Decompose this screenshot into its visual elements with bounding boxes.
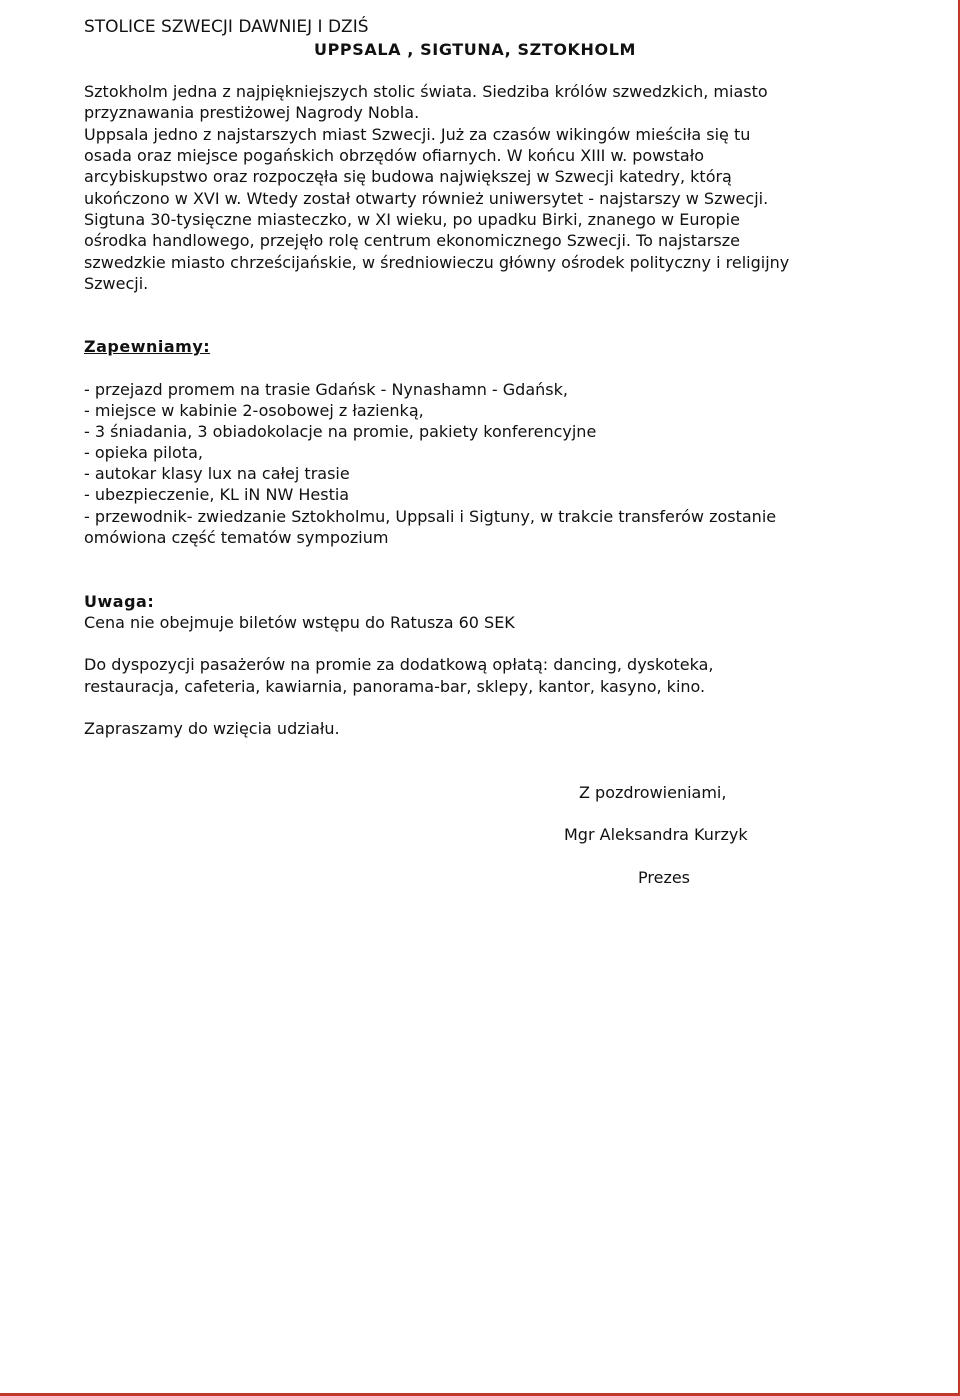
- document-title: STOLICE SZWECJI DAWNIEJ I DZIŚ: [84, 17, 369, 37]
- signature-greeting: Z pozdrowieniami,: [579, 783, 727, 802]
- intro-line: ośrodka handlowego, przejęło rolę centrum ekonomicznego Szwecji. To najstarsze: [84, 231, 740, 250]
- intro-line: przyznawania prestiżowej Nagrody Nobla.: [84, 103, 420, 122]
- intro-line: arcybiskupstwo oraz rozpoczęła się budowa największej w Szwecji katedry, którą: [84, 167, 732, 186]
- intro-line: Sztokholm jedna z najpiękniejszych stolic świata. Siedziba królów szwedzkich, miasto: [84, 82, 768, 101]
- ferry-line: restauracja, cafeteria, kawiarnia, panorama-bar, sklepy, kantor, kasyno, kino.: [84, 677, 706, 696]
- intro-line: ukończono w XVI w. Wtedy został otwarty również uniwersytet - najstarszy w Szwecji.: [84, 189, 769, 208]
- intro-line: Szwecji.: [84, 274, 149, 293]
- provided-item: omówiona część tematów sympozium: [84, 528, 389, 547]
- signature-role: Prezes: [638, 868, 691, 887]
- provided-item: - 3 śniadania, 3 obiadokolacje na promie, pakiety konferencyjne: [84, 422, 597, 441]
- provided-heading: Zapewniamy:: [84, 337, 211, 356]
- provided-item: - opieka pilota,: [84, 443, 203, 462]
- note-text: Cena nie obejmuje biletów wstępu do Ratusza 60 SEK: [84, 613, 515, 632]
- intro-line: Uppsala jedno z najstarszych miast Szwecji. Już za czasów wikingów mieściła się tu: [84, 125, 751, 144]
- intro-line: Sigtuna 30-tysięczne miasteczko, w XI wieku, po upadku Birki, znanego w Europie: [84, 210, 740, 229]
- provided-item: - przewodnik- zwiedzanie Sztokholmu, Uppsali i Sigtuny, w trakcie transferów zostanie: [84, 507, 777, 526]
- intro-line: szwedzkie miasto chrześcijańskie, w średniowieczu główny ośrodek polityczny i religijny: [84, 253, 790, 272]
- note-heading: Uwaga:: [84, 592, 155, 611]
- invitation-text: Zapraszamy do wzięcia udziału.: [84, 719, 340, 738]
- provided-item: - ubezpieczenie, KL iN NW Hestia: [84, 485, 350, 504]
- document-subtitle: UPPSALA , SIGTUNA, SZTOKHOLM: [314, 40, 637, 59]
- ferry-line: Do dyspozycji pasażerów na promie za dodatkową opłatą: dancing, dyskoteka,: [84, 655, 714, 674]
- intro-line: osada oraz miejsce pogańskich obrzędów ofiarnych. W końcu XIII w. powstało: [84, 146, 705, 165]
- provided-item: - miejsce w kabinie 2-osobowej z łazienką,: [84, 401, 424, 420]
- provided-item: - autokar klasy lux na całej trasie: [84, 464, 350, 483]
- signature-name: Mgr Aleksandra Kurzyk: [564, 825, 748, 844]
- provided-item: - przejazd promem na trasie Gdańsk - Nynashamn - Gdańsk,: [84, 380, 568, 399]
